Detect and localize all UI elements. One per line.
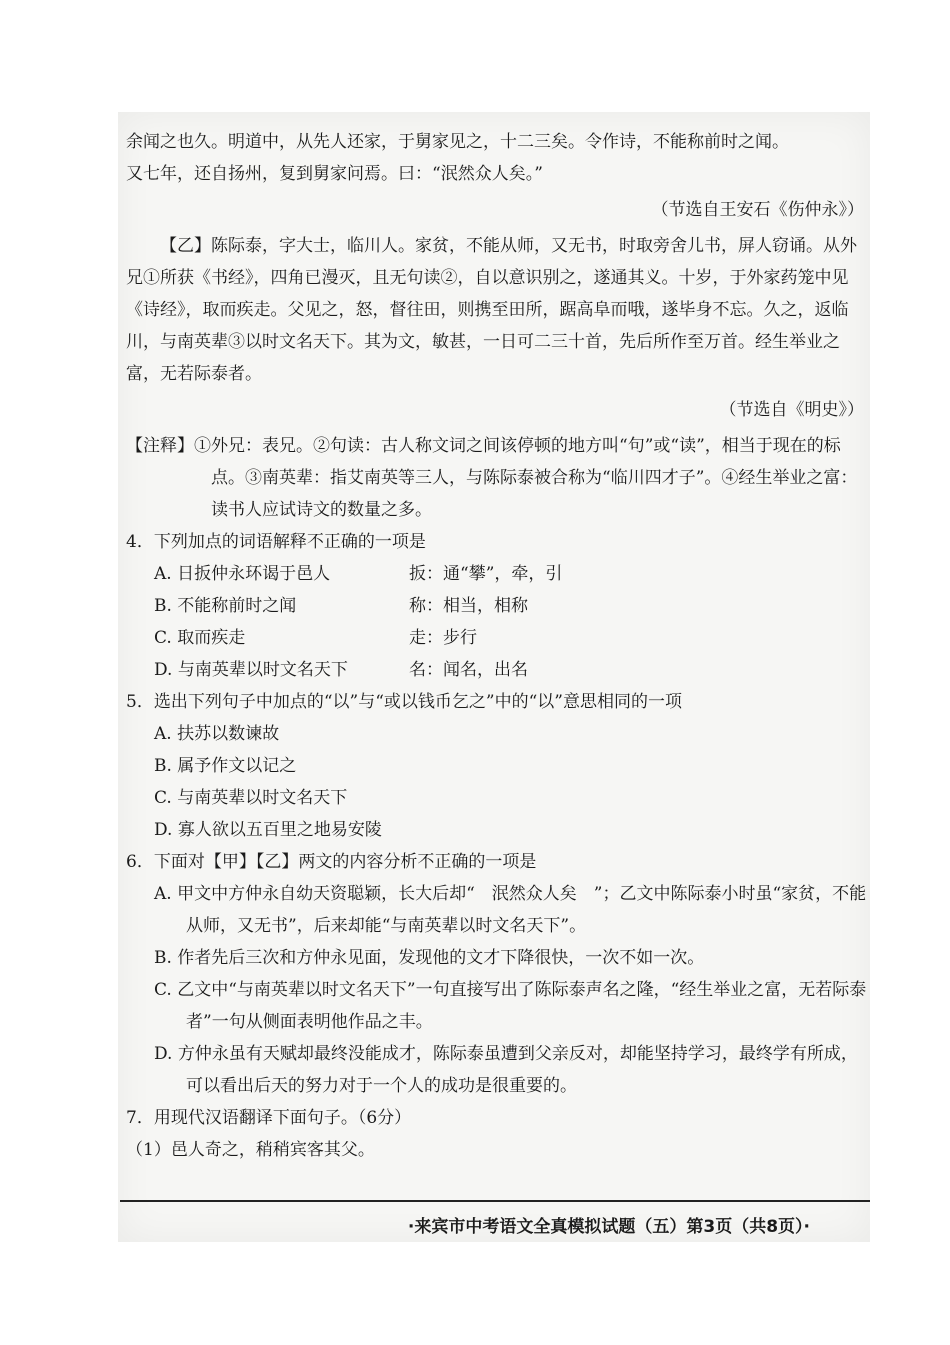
passage-jia-line: 余闻之也久。明道中，从先人还家，于舅家见之，十二三矣。令作诗，不能称前时之闻。 — [126, 132, 789, 152]
page-footer: ·来宾市中考语文全真模拟试题（五）第3页（共8页）· — [407, 1217, 810, 1237]
question-4-option: C. 取而疾走 走：步行 — [154, 628, 477, 648]
question-6-option: B. 作者先后三次和方仲永见面，发现他的文才下降很快，一次不如一次。 — [154, 948, 705, 968]
question-6-option: C. 乙文中“与南英辈以时文名天下”一句直接写出了陈际泰声名之隆，“经生举业之富，无若际泰者”一句从侧面表明他作品之丰。 — [154, 980, 867, 1032]
question-5-stem: 5．选出下列句子中加点的“以”与“或以钱币乞之”中的“以”意思相同的一项 — [126, 692, 682, 712]
source-yi: （节选自《明史》） — [719, 400, 864, 420]
question-7-sub-1: （1）邑人奇之，稍稍宾客其父。 — [126, 1140, 375, 1160]
question-7-stem: 7．用现代汉语翻译下面句子。（6分） — [126, 1108, 412, 1128]
question-5-option: A. 扶苏以数谏故 — [154, 724, 280, 744]
question-4-option: B. 不能称前时之闻 称：相当，相称 — [154, 596, 528, 616]
passage-yi: 【乙】陈际泰，字大士，临川人。家贫，不能从师，又无书，时取旁舍儿书，屏人窃诵。从外兄①所获《书经》，四角已漫灭，且无句读②，自以意识别之，遂通其义。十岁，于外家药笼中见《诗经》，取而疾走。父见之，怒，督往田，则携至田所，踞高阜而哦，遂毕身不忘。久之，返临川，与南英辈③以时文名天下。其为文，敏甚，一日可二三十首，先后所作至万首。经生举业之富，无若际泰者。 — [126, 236, 857, 384]
question-5-option: B. 属予作文以记之 — [154, 756, 297, 776]
page-content — [126, 126, 870, 1166]
passage-jia-line: 又七年，还自扬州，复到舅家问焉。曰：“泯然众人矣。” — [126, 164, 543, 184]
footer-rule — [120, 1200, 870, 1202]
question-4-stem: 4．下列加点的词语解释不正确的一项是 — [126, 532, 426, 552]
question-4-option: A. 日扳仲永环谒于邑人 扳：通“攀”，牵，引 — [154, 564, 563, 584]
question-5-option: D. 寡人欲以五百里之地易安陵 — [154, 820, 382, 840]
source-jia: （节选自王安石《伤仲永》） — [651, 200, 864, 220]
question-6-stem: 6．下面对【甲】【乙】两文的内容分析不正确的一项是 — [126, 852, 537, 872]
question-6-option: A. 甲文中方仲永自幼天资聪颖，长大后却“ 泯然众人矣 ”；乙文中陈际泰小时虽“家贫，不能从师，又无书”，后来却能“与南英辈以时文名天下”。 — [154, 884, 867, 936]
question-5-option: C. 与南英辈以时文名天下 — [154, 788, 348, 808]
question-4-option: D. 与南英辈以时文名天下 名：闻名，出名 — [154, 660, 528, 680]
question-6-option: D. 方仲永虽有天赋却最终没能成才，陈际泰虽遭到父亲反对，却能坚持学习，最终学有所成，可以看出后天的努力对于一个人的成功是很重要的。 — [154, 1044, 858, 1096]
notes: 【注释】①外兄：表兄。②句读：古人称文词之间该停顿的地方叫“句”或“读”，相当于现在的标点。③南英辈：指艾南英等三人，与陈际泰被合称为“临川四才子”。④经生举业之富：读书人应试诗文的数量之多。 — [126, 436, 858, 520]
